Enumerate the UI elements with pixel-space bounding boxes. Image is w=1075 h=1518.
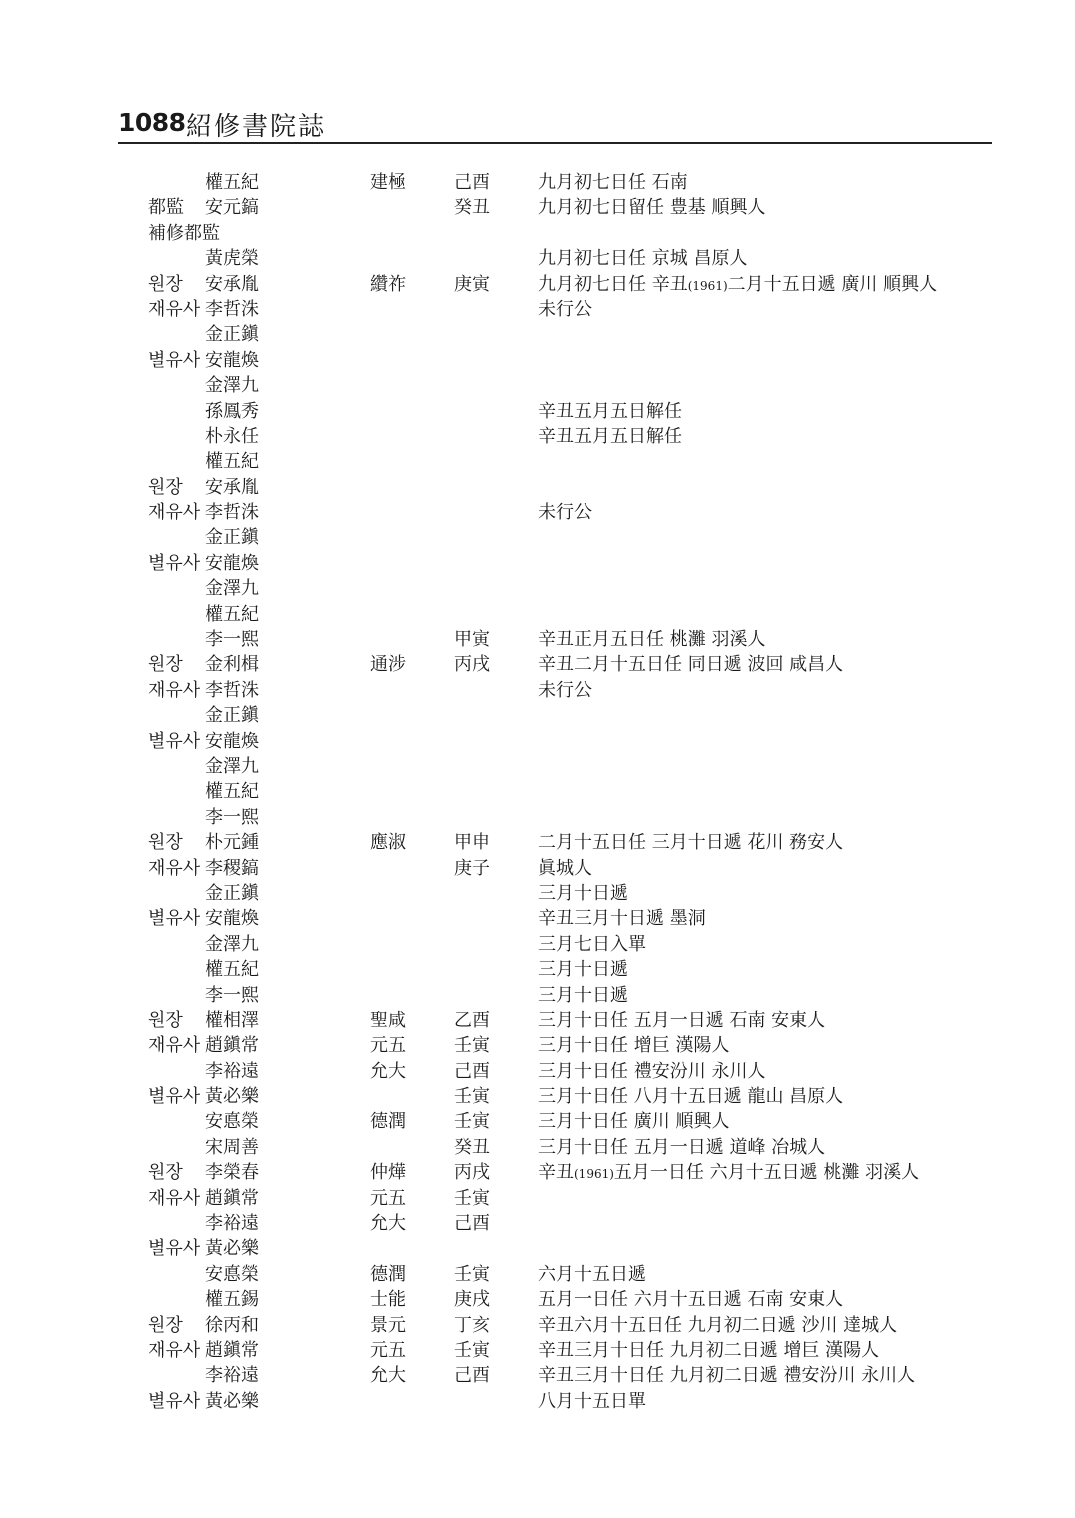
appointment-note: 辛丑(1961)五月一日任 六月十五日遞 桃灘 羽溪人: [538, 1162, 920, 1184]
book-title: 紹修書院誌: [186, 112, 327, 142]
person-name: 黃必樂: [205, 1086, 259, 1108]
role-label: 재유사: [148, 1187, 201, 1209]
roster-row: [0, 856, 1075, 881]
roster-row: [0, 1008, 1075, 1033]
role-label: 원장: [148, 1162, 183, 1184]
appointment-note: 眞城人: [538, 857, 592, 879]
year-annotation: (1961): [574, 1167, 614, 1182]
birth-year: 庚子: [454, 857, 490, 879]
person-name: 李榮春: [205, 1162, 259, 1184]
roster-row: [0, 246, 1075, 271]
roster-row: [0, 805, 1075, 830]
appointment-note: 三月十日任 五月一日遞 道峰 冶城人: [538, 1136, 826, 1158]
appointment-note: 五月一日任 六月十五日遞 石南 安東人: [538, 1289, 844, 1311]
role-label: 별유사: [148, 1086, 201, 1108]
roster-row: [0, 1059, 1075, 1084]
roster-row: [0, 1313, 1075, 1338]
appointment-note: 辛丑五月五日解任: [538, 425, 682, 447]
person-name: 朴元鍾: [205, 832, 259, 854]
appointment-note: 八月十五日單: [538, 1390, 646, 1412]
appointment-note: 三月十日任 禮安汾川 永川人: [538, 1060, 766, 1082]
roster-row: [0, 1033, 1075, 1058]
role-label: 별유사: [148, 1390, 201, 1412]
role-label: 都監: [148, 197, 184, 219]
roster-row: [0, 1363, 1075, 1388]
courtesy-name: 允大: [370, 1365, 406, 1387]
person-name: 李稷鎬: [205, 857, 259, 879]
person-name: 權五紀: [205, 959, 259, 981]
roster-row: [0, 322, 1075, 347]
roster-row: [0, 500, 1075, 525]
role-label: 원장: [148, 832, 183, 854]
role-label: 원장: [148, 1009, 183, 1031]
roster-row: [0, 1186, 1075, 1211]
roster-row: [0, 779, 1075, 804]
page-number: 1088: [118, 108, 186, 137]
courtesy-name: 元五: [370, 1035, 406, 1057]
roster-row: [0, 1236, 1075, 1261]
birth-year: 己酉: [454, 172, 490, 193]
person-name: 朴永任: [205, 425, 259, 447]
person-name: 權五紀: [205, 603, 259, 625]
role-label: 별유사: [148, 1238, 201, 1260]
appointment-note: 三月十日遞: [538, 959, 628, 981]
person-name: 權五錫: [205, 1289, 259, 1311]
person-name: 安龍煥: [205, 730, 259, 752]
appointment-note: 三月十日任 增巨 漢陽人: [538, 1035, 730, 1057]
appointment-note: 六月十五日遞: [538, 1263, 646, 1285]
roster-row: [0, 729, 1075, 754]
person-name: 金正鎭: [205, 324, 259, 346]
courtesy-name: 德潤: [370, 1263, 406, 1285]
person-name: 權五紀: [205, 172, 259, 193]
roster-row: [0, 1211, 1075, 1236]
person-name: 李一熙: [205, 806, 259, 828]
courtesy-name: 聖咸: [370, 1009, 406, 1031]
appointment-note: 三月七日入單: [538, 933, 646, 955]
roster-row: [0, 881, 1075, 906]
birth-year: 壬寅: [454, 1111, 490, 1133]
appointment-note: 二月十五日任 三月十日遞 花川 務安人: [538, 832, 844, 854]
courtesy-name: 仲燁: [370, 1162, 406, 1184]
role-label: 원장: [148, 273, 183, 295]
courtesy-name: 士能: [370, 1289, 406, 1311]
person-name: 趙鎭常: [205, 1035, 259, 1057]
roster-row: [0, 1135, 1075, 1160]
year-annotation: (1961): [687, 278, 728, 293]
person-name: 李一熙: [205, 984, 259, 1006]
person-name: 安悳榮: [205, 1111, 259, 1133]
roster-row: [0, 932, 1075, 957]
person-name: 金正鎭: [205, 705, 259, 727]
birth-year: 甲寅: [454, 629, 490, 651]
birth-year: 壬寅: [454, 1187, 490, 1209]
courtesy-name: 纘祚: [370, 273, 406, 295]
roster-row: [0, 525, 1075, 550]
appointment-note: 三月十日任 八月十五日遞 龍山 昌原人: [538, 1086, 844, 1108]
person-name: 金澤九: [205, 755, 259, 777]
roster-row: [0, 195, 1075, 220]
roster-row: [0, 475, 1075, 500]
page-header: [118, 104, 992, 144]
role-label: 재유사: [148, 679, 201, 701]
birth-year: 丙戌: [454, 654, 490, 676]
courtesy-name: 元五: [370, 1187, 406, 1209]
person-name: 宋周善: [205, 1136, 259, 1158]
person-name: 金正鎭: [205, 882, 259, 904]
roster-row: [0, 957, 1075, 982]
appointment-note: 九月初七日留任 豊基 順興人: [538, 197, 766, 219]
birth-year: 壬寅: [454, 1086, 490, 1108]
role-label: 재유사: [148, 1339, 201, 1361]
birth-year: 乙酉: [454, 1009, 490, 1031]
appointment-note: 辛丑二月十五日任 同日遞 波回 咸昌人: [538, 654, 844, 676]
birth-year: 癸丑: [454, 197, 490, 219]
appointment-note: 辛丑三月十日遞 墨洞: [538, 908, 706, 930]
appointment-note: 辛丑正月五日任 桃灘 羽溪人: [538, 629, 766, 651]
person-name: 徐丙和: [205, 1314, 259, 1336]
courtesy-name: 應淑: [370, 832, 406, 854]
person-name: 金澤九: [205, 375, 259, 397]
roster-row: [0, 297, 1075, 322]
roster-row: [0, 627, 1075, 652]
appointment-note: 未行公: [538, 298, 592, 320]
person-name: 李裕遠: [205, 1060, 259, 1082]
person-name: 黃必樂: [205, 1390, 259, 1412]
appointment-note: 辛丑六月十五日任 九月初二日遞 沙川 達城人: [538, 1314, 898, 1336]
person-name: 李一熙: [205, 629, 259, 651]
person-name: 安悳榮: [205, 1263, 259, 1285]
roster-row: [0, 678, 1075, 703]
role-label: 재유사: [148, 1035, 201, 1057]
person-name: 黃必樂: [205, 1238, 259, 1260]
person-name: 李裕遠: [205, 1213, 259, 1235]
appointment-note: 未行公: [538, 502, 592, 524]
role-label: 원장: [148, 476, 183, 498]
roster-row: [0, 906, 1075, 931]
person-name: 安承胤: [205, 273, 259, 295]
person-name: 安龍煥: [205, 908, 259, 930]
person-name: 趙鎭常: [205, 1187, 259, 1209]
roster-row: [0, 1160, 1075, 1185]
person-name: 李哲洙: [205, 298, 259, 320]
role-label: 재유사: [148, 502, 201, 524]
person-name: 李哲洙: [205, 679, 259, 701]
birth-year: 癸丑: [454, 1136, 490, 1158]
role-label: 별유사: [148, 730, 201, 752]
roster-row: [0, 272, 1075, 297]
roster-row: [0, 170, 1075, 195]
role-label: 재유사: [148, 298, 201, 320]
appointment-note: 辛丑三月十日任 九月初二日遞 增巨 漢陽人: [538, 1339, 880, 1361]
roster-row: [0, 754, 1075, 779]
role-label: 補修都監: [148, 222, 220, 244]
person-name: 安龍煥: [205, 552, 259, 574]
appointment-note: 三月十日遞: [538, 984, 628, 1006]
person-name: 權五紀: [205, 781, 259, 803]
role-label: 별유사: [148, 908, 201, 930]
person-name: 金正鎭: [205, 527, 259, 549]
person-name: 趙鎭常: [205, 1339, 259, 1361]
roster-row: [0, 449, 1075, 474]
person-name: 孫鳳秀: [205, 400, 259, 422]
person-name: 安龍煥: [205, 349, 259, 371]
birth-year: 丙戌: [454, 1162, 490, 1184]
role-label: 별유사: [148, 349, 201, 371]
roster-row: [0, 221, 1075, 246]
person-name: 金澤九: [205, 933, 259, 955]
courtesy-name: 允大: [370, 1213, 406, 1235]
appointment-note: 三月十日遞: [538, 882, 628, 904]
role-label: 별유사: [148, 552, 201, 574]
birth-year: 壬寅: [454, 1263, 490, 1285]
appointment-note: 辛丑五月五日解任: [538, 400, 682, 422]
appointment-note: 三月十日任 五月一日遞 石南 安東人: [538, 1009, 826, 1031]
roster-row: [0, 1109, 1075, 1134]
roster-row: [0, 348, 1075, 373]
appointment-note: 九月初七日任 石南: [538, 172, 688, 193]
roster-row: [0, 1287, 1075, 1312]
role-label: 원장: [148, 1314, 183, 1336]
person-name: 李哲洙: [205, 502, 259, 524]
person-name: 金澤九: [205, 578, 259, 600]
birth-year: 己酉: [454, 1365, 490, 1387]
birth-year: 庚寅: [454, 273, 490, 295]
appointment-note: 九月初七日任 京城 昌原人: [538, 248, 748, 270]
roster-row: [0, 652, 1075, 677]
person-name: 權五紀: [205, 451, 259, 473]
person-name: 金利楫: [205, 654, 259, 676]
roster-row: [0, 1262, 1075, 1287]
roster-row: [0, 1084, 1075, 1109]
role-label: 재유사: [148, 857, 201, 879]
courtesy-name: 德潤: [370, 1111, 406, 1133]
appointment-note: 未行公: [538, 679, 592, 701]
roster-list: [0, 170, 1075, 1414]
person-name: 黃虎榮: [205, 248, 259, 270]
courtesy-name: 通涉: [370, 654, 406, 676]
roster-row: [0, 602, 1075, 627]
roster-row: [0, 983, 1075, 1008]
roster-row: [0, 551, 1075, 576]
courtesy-name: 允大: [370, 1060, 406, 1082]
roster-row: [0, 424, 1075, 449]
appointment-note: 三月十日任 廣川 順興人: [538, 1111, 730, 1133]
courtesy-name: 建極: [370, 172, 406, 193]
roster-row: [0, 373, 1075, 398]
birth-year: 甲申: [454, 832, 490, 854]
person-name: 安元鎬: [205, 197, 259, 219]
role-label: 원장: [148, 654, 183, 676]
roster-row: [0, 830, 1075, 855]
person-name: 李裕遠: [205, 1365, 259, 1387]
roster-row: [0, 1338, 1075, 1363]
person-name: 權相澤: [205, 1009, 259, 1031]
birth-year: 壬寅: [454, 1035, 490, 1057]
roster-row: [0, 1389, 1075, 1414]
birth-year: 壬寅: [454, 1339, 490, 1361]
appointment-note: 九月初七日任 辛丑(1961)二月十五日遞 廣川 順興人: [538, 273, 938, 295]
birth-year: 庚戌: [454, 1289, 490, 1311]
roster-row: [0, 399, 1075, 424]
roster-row: [0, 703, 1075, 728]
appointment-note: 辛丑三月十日任 九月初二日遞 禮安汾川 永川人: [538, 1365, 916, 1387]
roster-row: [0, 576, 1075, 601]
birth-year: 丁亥: [454, 1314, 490, 1336]
courtesy-name: 景元: [370, 1314, 406, 1336]
birth-year: 己酉: [454, 1213, 490, 1235]
birth-year: 己酉: [454, 1060, 490, 1082]
person-name: 安承胤: [205, 476, 259, 498]
courtesy-name: 元五: [370, 1339, 406, 1361]
